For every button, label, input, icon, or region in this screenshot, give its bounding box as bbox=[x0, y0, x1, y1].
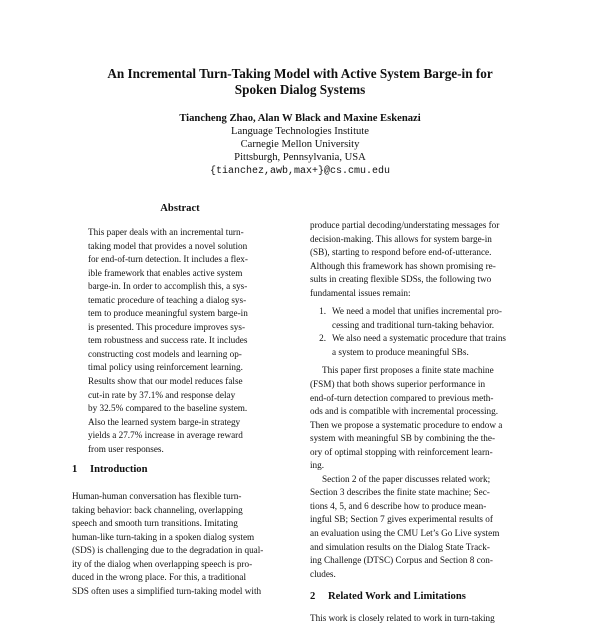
right-intro-line: (SB), starting to respond before end-of-utterance. bbox=[310, 247, 492, 258]
paragraph-line: (FSM) that both shows superior performance in bbox=[310, 379, 486, 390]
right-intro-line: sults in creating flexible SDSs, the following two bbox=[310, 274, 492, 285]
list-item-line: cessing and traditional turn-taking behavior. bbox=[332, 319, 495, 330]
affiliation-location: Pittsburgh, Pennsylvania, USA bbox=[234, 152, 366, 163]
list-item-line: a system to produce meaningful SBs. bbox=[332, 346, 469, 357]
intro-line: SDS often uses a simplified turn-taking model with bbox=[72, 585, 262, 596]
abstract-line: from user responses. bbox=[88, 443, 164, 454]
paragraph-line: tions 4, 5, and 6 describe how to produce mean- bbox=[310, 500, 487, 511]
list-item bbox=[310, 305, 530, 332]
abstract-heading: Abstract bbox=[160, 203, 200, 214]
paper-title bbox=[0, 66, 600, 98]
abstract-line: for end-of-turn detection. It includes a flex- bbox=[88, 254, 248, 265]
abstract-line: is presented. This procedure improves sys- bbox=[88, 321, 246, 332]
author-email bbox=[0, 164, 600, 178]
section-2-partial-line: This work is closely related to work in turn-taking bbox=[310, 613, 495, 624]
abstract-line: taking model that provides a novel solution bbox=[88, 240, 248, 251]
intro-line: (SDS) is challenging due to the degradation in qual- bbox=[72, 545, 264, 556]
paragraph-line: This paper first proposes a finite state machine bbox=[322, 365, 494, 376]
paragraph-line: ing. bbox=[310, 460, 325, 471]
section-number: 2 bbox=[310, 591, 316, 603]
list-number: 2. bbox=[319, 333, 326, 344]
abstract-line: by 32.5% compared to the baseline system. bbox=[88, 403, 248, 414]
paragraph-line: Section 3 describes the finite state machine; Sec- bbox=[310, 487, 490, 498]
intro-line: taking behavior: back channeling, overlapping bbox=[72, 504, 243, 515]
title-line: Spoken Dialog Systems bbox=[234, 82, 366, 97]
paragraph-line: Section 2 of the paper discusses related work; bbox=[322, 473, 491, 484]
intro-line: Human-human conversation has flexible turn- bbox=[72, 491, 242, 501]
paragraph-line: ingful SB; Section 7 gives experimental results of bbox=[310, 514, 493, 525]
paragraph-line: ory of optimal stopping with reinforcement learn- bbox=[310, 446, 493, 457]
abstract-line: Results show that our model reduces false bbox=[88, 376, 243, 387]
affiliation-university: Carnegie Mellon University bbox=[240, 139, 360, 150]
list-item-line: We need a model that unifies incremental pro- bbox=[332, 306, 502, 317]
email-text: {tianchez,awb,max+}@cs.cmu.edu bbox=[209, 166, 391, 177]
section-title: Introduction bbox=[90, 464, 148, 475]
right-column bbox=[310, 219, 530, 626]
abstract-line: tematic procedure of teaching a dialog sys- bbox=[88, 294, 247, 305]
abstract-line: Also the learned system barge-in strategy bbox=[88, 416, 241, 427]
paragraph-line: and simulation results on the Dialog State Track- bbox=[310, 541, 490, 552]
section-1-heading bbox=[72, 463, 288, 477]
paragraph-line: end-of-turn detection compared to previous meth- bbox=[310, 392, 494, 403]
list-item bbox=[310, 332, 530, 359]
abstract-line: yields a 27.7% increase in average reward bbox=[88, 430, 243, 441]
paragraph-line: ods and is compatible with incremental processing. bbox=[310, 406, 499, 417]
abstract-line: This paper deals with an incremental turn- bbox=[88, 227, 244, 237]
affiliation-institute: Language Technologies Institute bbox=[231, 126, 369, 137]
abstract-body bbox=[88, 226, 278, 456]
intro-line: human-like turn-taking in a spoken dialog system bbox=[72, 531, 255, 542]
paragraph-line: an evaluation using the CMU Let’s Go Live system bbox=[310, 528, 500, 539]
abstract-line: ible framework that enables active system bbox=[88, 267, 243, 278]
right-intro-line: Although this framework has shown promising re- bbox=[310, 260, 496, 271]
paragraph-line: ing Challenge (DTSC) Corpus and Section 8 con- bbox=[310, 555, 493, 566]
paragraph-line: system with meaningful SB by combining the the- bbox=[310, 433, 496, 444]
intro-line: speech and smooth turn transitions. Imitating bbox=[72, 518, 238, 529]
sections-paragraph bbox=[310, 473, 530, 581]
list-number: 1. bbox=[319, 306, 326, 317]
abstract-line: constructing cost models and learning op- bbox=[88, 348, 242, 359]
list-item-line: We also need a systematic procedure that trains bbox=[332, 333, 507, 344]
section-2-heading bbox=[310, 590, 530, 604]
section-number: 1 bbox=[72, 464, 78, 475]
paragraph-line: cludes. bbox=[310, 568, 336, 579]
right-intro-line: fundamental issues remain: bbox=[310, 287, 411, 298]
paragraph-line: Then we propose a systematic procedure to endow a bbox=[310, 419, 503, 430]
issues-list bbox=[310, 305, 530, 359]
intro-line: ity of the dialog when overlapping speech is pro- bbox=[72, 558, 253, 569]
abstract-line: cut-in rate by 37.1% and response delay bbox=[88, 389, 236, 400]
intro-line: duced in the wrong place. For this, a traditional bbox=[72, 572, 247, 583]
fsm-paragraph bbox=[310, 364, 530, 472]
abstract-line: tem robustness and success rate. It includes bbox=[88, 335, 248, 346]
abstract-line: timal policy using reinforcement learning. bbox=[88, 362, 243, 373]
introduction-body bbox=[72, 490, 288, 598]
title-line: An Incremental Turn-Taking Model with Active System Barge-in for bbox=[107, 66, 493, 81]
author-list: Tiancheng Zhao, Alan W Black and Maxine Eskenazi bbox=[179, 113, 421, 124]
right-intro-line: produce partial decoding/understating messages for bbox=[310, 220, 500, 230]
abstract-line: tem to produce meaningful system barge-in bbox=[88, 308, 248, 319]
section-title: Related Work and Limitations bbox=[328, 591, 466, 603]
abstract-line: barge-in. In order to accomplish this, a sys- bbox=[88, 281, 248, 292]
right-intro-line: decision-making. This allows for system barge-in bbox=[310, 233, 492, 244]
